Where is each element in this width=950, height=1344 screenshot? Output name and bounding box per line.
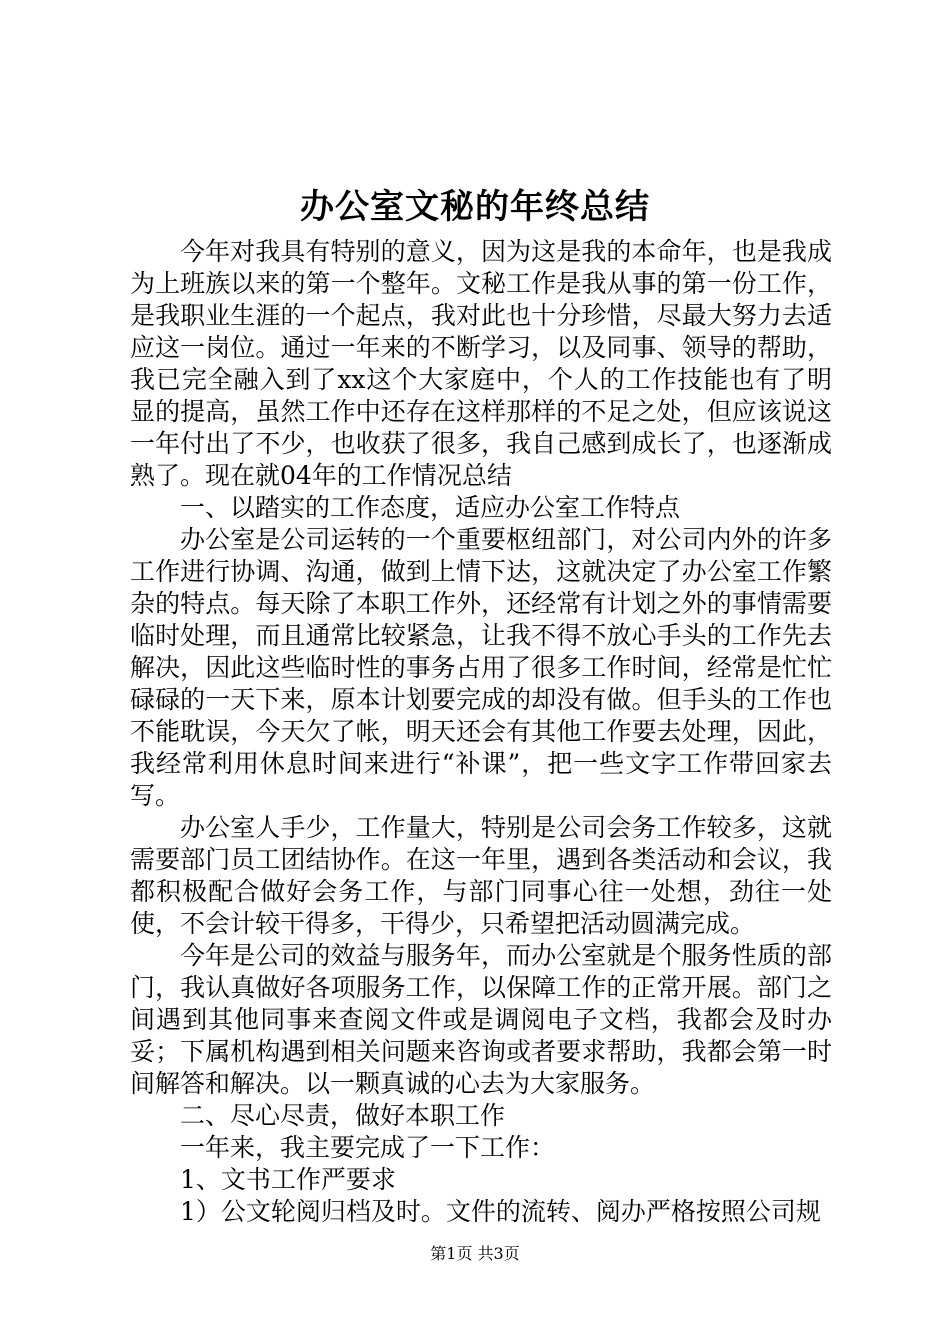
document-body — [130, 236, 832, 1228]
page-number-footer: 第1页 共3页 — [430, 1244, 520, 1263]
paragraph-office-duties: 办公室是公司运转的一个重要枢纽部门，对公司内外的许多工作进行协调、沟通，做到上情下达，这就决定了办公室工作繁杂的特点。每天除了本职工作外，还经常有计划之外的事情需要临时处理，而且通常比较紧急，让我不得不放心手头的工作先去解决，因此这些临时性的事务占用了很多工作时间，经常是忙忙碌碌的一天下来，原本计划要完成的却没有做。但手头的工作也不能耽误，今天欠了帐，明天还会有其他工作要去处理，因此，我经常利用休息时间来进行“补课”，把一些文字工作带回家去写。 — [130, 525, 832, 810]
paragraph-teamwork: 办公室人手少，工作量大，特别是公司会务工作较多，这就需要部门员工团结协作。在这一年里，遇到各类活动和会议，我都积极配合做好会务工作，与部门同事心往一处想，劲往一处使，不会计较干得多，干得少，只希望把活动圆满完成。 — [130, 813, 832, 938]
paragraph-service: 今年是公司的效益与服务年，而办公室就是个服务性质的部门，我认真做好各项服务工作，以保障工作的正常开展。部门之间遇到其他同事来查阅文件或是调阅电子文档，我都会及时办妥；下属机构遇到相关问题来咨询或者要求帮助，我都会第一时间解答和解决。以一颗真诚的心去为大家服务。 — [130, 941, 832, 1098]
paragraph-intro: 今年对我具有特别的意义，因为这是我的本命年，也是我成为上班族以来的第一个整年。文秘工作是我从事的第一份工作，是我职业生涯的一个起点，我对此也十分珍惜，尽最大努力去适应这一岗位。通过一年来的不断学习，以及同事、领导的帮助，我已完全融入到了xx这个大家庭中，个人的工作技能也有了明显的提高，虽然工作中还存在这样那样的不足之处，但应该说这一年付出了不少，也收获了很多，我自己感到成长了，也逐渐成熟了。现在就04年的工作情况总结 — [130, 237, 832, 490]
paragraph-work-summary: 一年来，我主要完成了一下工作： — [180, 1133, 556, 1162]
section-heading-2: 二、尽心尽责，做好本职工作 — [180, 1101, 506, 1130]
document-title: 办公室文秘的年终总结 — [300, 187, 650, 227]
list-item-document-archiving: 1）公文轮阅归档及时。文件的流转、阅办严格按照公司规 — [180, 1197, 821, 1226]
section-heading-1: 一、以踏实的工作态度，适应办公室工作特点 — [180, 493, 681, 522]
subsection-heading-1: 1、文书工作严要求 — [180, 1165, 396, 1194]
